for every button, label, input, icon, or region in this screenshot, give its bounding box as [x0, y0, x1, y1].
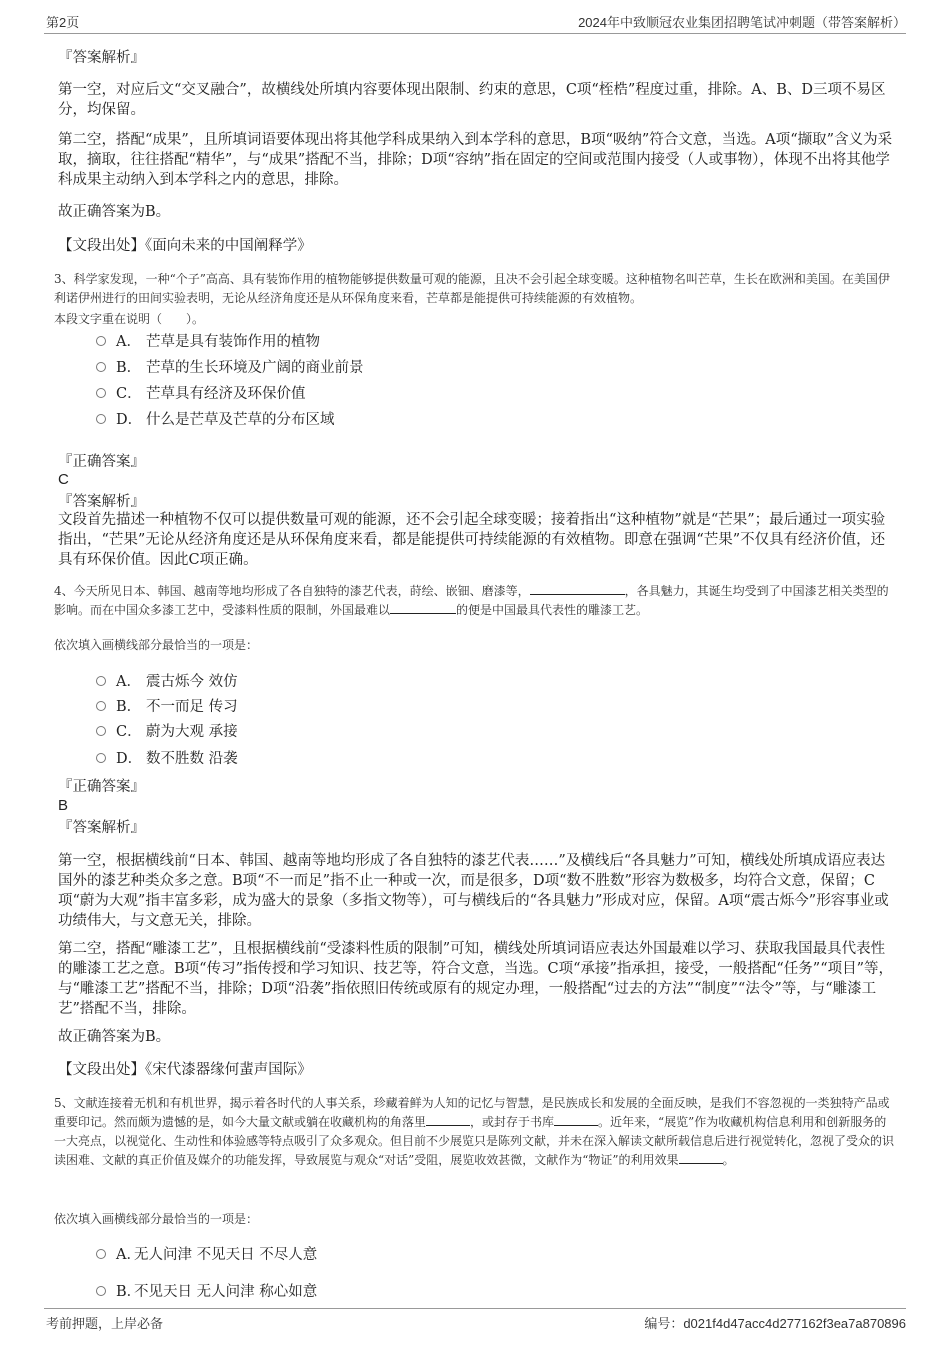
q4-analysis-label: 『答案解析』 — [58, 820, 145, 836]
q4-option-b[interactable]: B． 不一而足 传习 — [96, 697, 238, 717]
document-code: 编号：d021f4d47acc4d277162f3ea7a870896 — [644, 1316, 906, 1331]
footer-divider — [44, 1308, 906, 1309]
q3-analysis-label: 『答案解析』 — [58, 494, 145, 510]
q3-option-c[interactable]: C． 芒草具有经济及环保价值 — [96, 384, 306, 404]
q2-analysis-label: 『答案解析』 — [58, 50, 145, 66]
blank-line — [554, 1113, 598, 1126]
blank-line — [679, 1151, 723, 1164]
q3-answer: C — [58, 471, 69, 488]
radio-icon[interactable] — [96, 336, 106, 346]
page-number: 第2页 — [46, 15, 80, 30]
radio-icon[interactable] — [96, 726, 106, 736]
q3-stem: 3、科学家发现，一种“个子”高高、具有装饰作用的植物能够提供数量可观的能源，且决不会引起全球变暖。这种植物名叫芒草，生长在欧洲和美国。在美国伊利诺伊州进行的田间实验表明，无论从经济角度还是从环保角度来看，芒草都是能提供可持续能源的有效植物。 — [54, 272, 890, 305]
q3-question: 本段文字重在说明（ ）。 — [54, 312, 205, 326]
radio-icon[interactable] — [96, 753, 106, 763]
blank-line — [426, 1113, 470, 1126]
radio-icon[interactable] — [96, 362, 106, 372]
header-divider — [44, 33, 906, 34]
q5-question: 依次填入画横线部分最恰当的一项是： — [54, 1212, 259, 1226]
q2-analysis-para2: 第二空，搭配“成果”，且所填词语要体现出将其他学科成果纳入到本学科的意思，B项“吸纳”符合文意，当选。A项“撷取”含义为采取，摘取，往往搭配“精华”，与“成果”搭配不当，排除；D项“容纳”指在固定的空间或范围内接受（人或事物），体现不出将其他学科成果主动纳入到本学科之内的意思，排除。 — [58, 132, 893, 188]
q4-answer-label: 『正确答案』 — [58, 779, 145, 795]
q4-analysis-para2: 第二空，搭配“雕漆工艺”，且根据横线前“受漆料性质的限制”可知，横线处所填词语应表达外国最难以学习、获取我国最具代表性的雕漆工艺之意。B项“传习”指传授和学习知识、技艺等，符合文意，当选。C项“承接”指承担，接受，一般搭配“任务”“项目”等，与“雕漆工艺”搭配不当，排除；D项“沿袭”指依照旧传统或原有的规定办理，一般搭配“过去的方法”“制度”“法令”等，与“雕漆工艺”搭配不当，排除。 — [58, 941, 894, 1017]
q3-option-a[interactable]: A． 芒草是具有装饰作用的植物 — [96, 332, 320, 352]
q5-option-a[interactable]: A．无人问津 不见天日 不尽人意 — [96, 1245, 317, 1265]
q3-option-d[interactable]: D． 什么是芒草及芒草的分布区域 — [96, 410, 335, 430]
q5-option-b[interactable]: B．不见天日 无人问津 称心如意 — [96, 1282, 317, 1302]
document-title: 2024年中致顺冠农业集团招聘笔试冲刺题（带答案解析） — [578, 15, 906, 30]
radio-icon[interactable] — [96, 1249, 106, 1259]
radio-icon[interactable] — [96, 701, 106, 711]
q4-stem: 4、今天所见日本、韩国、越南等地均形成了各自独特的漆艺代表，莳绘、嵌钿、磨漆等， ，各具魅力，其诞生均受到了中国漆艺相关类型的影响。而在中国众多漆工艺中，受漆料性质的限制，外国最难以 的便是中国最具代表性的雕漆工艺。 — [54, 584, 889, 617]
q4-answer: B — [58, 797, 69, 814]
q4-option-c[interactable]: C． 蔚为大观 承接 — [96, 722, 238, 742]
blank-line — [390, 601, 456, 614]
q3-option-b[interactable]: B． 芒草的生长环境及广阔的商业前景 — [96, 358, 364, 378]
q5-stem: 5、文献连接着无机和有机世界，揭示着各时代的人事关系，珍藏着鲜为人知的记忆与智慧，是民族成长和发展的全面反映，是我们不容忽视的一类独特产品或重要印记。然而颇为遗憾的是，如今大量文献或躺在收藏机构的角落里 ，或封存于书库 。近年来，“展览”作为收藏机构信息利用和创新服务的一大亮点，以视觉化、生动性和体验感等特点吸引了众多观众。但目前不少展览只是陈列文献，并未在深入解读文献所载信息后进行视觉转化，忽视了受众的识读困难、文献的真正价值及媒介的功能发挥，导致展览与观众“对话”受阻，展览收效甚微，文献作为“物证”的利用效果 。 — [54, 1096, 895, 1167]
footer-slogan: 考前押题，上岸必备 — [46, 1316, 164, 1331]
q4-option-d[interactable]: D． 数不胜数 沿袭 — [96, 749, 238, 769]
q2-conclusion: 故正确答案为B。 — [58, 204, 171, 220]
q2-source: 【文段出处】《面向未来的中国阐释学》 — [58, 238, 312, 254]
q4-analysis-para1: 第一空，根据横线前“日本、韩国、越南等地均形成了各自独特的漆艺代表……”及横线后“各具魅力”可知，横线处所填成语应表达国外的漆艺种类众多之意。B项“不一而足”指不止一种或一次，而是很多，D项“数不胜数”形容为数极多，均符合文意，保留；C项“蔚为大观”指丰富多彩，成为盛大的景象（多指文物等），可与横线后的“各具魅力”形成对应，保留。A项“震古烁今”形容事业或功绩伟大，与文意无关，排除。 — [58, 853, 889, 929]
q2-analysis-para1: 第一空，对应后文“交叉融合”，故横线处所填内容要体现出限制、约束的意思，C项“桎梏”程度过重，排除。A、B、D三项不易区分，均保留。 — [58, 82, 886, 118]
q4-option-a[interactable]: A． 震古烁今 效仿 — [96, 672, 238, 692]
blank-line — [530, 582, 625, 595]
q3-answer-label: 『正确答案』 — [58, 454, 145, 470]
q4-source: 【文段出处】《宋代漆器缘何蜚声国际》 — [58, 1062, 312, 1078]
radio-icon[interactable] — [96, 388, 106, 398]
radio-icon[interactable] — [96, 414, 106, 424]
q3-analysis: 文段首先描述一种植物不仅可以提供数量可观的能源，还不会引起全球变暖；接着指出“这种植物”就是“芒果”；最后通过一项实验指出，“芒果”无论从经济角度还是从环保角度来看，都是能提供可持续能源的有效植物。即意在强调“芒果”不仅具有经济价值，还具有环保价值。因此C项正确。 — [58, 512, 886, 568]
q4-question: 依次填入画横线部分最恰当的一项是： — [54, 638, 259, 652]
radio-icon[interactable] — [96, 676, 106, 686]
q4-conclusion: 故正确答案为B。 — [58, 1029, 171, 1045]
radio-icon[interactable] — [96, 1286, 106, 1296]
